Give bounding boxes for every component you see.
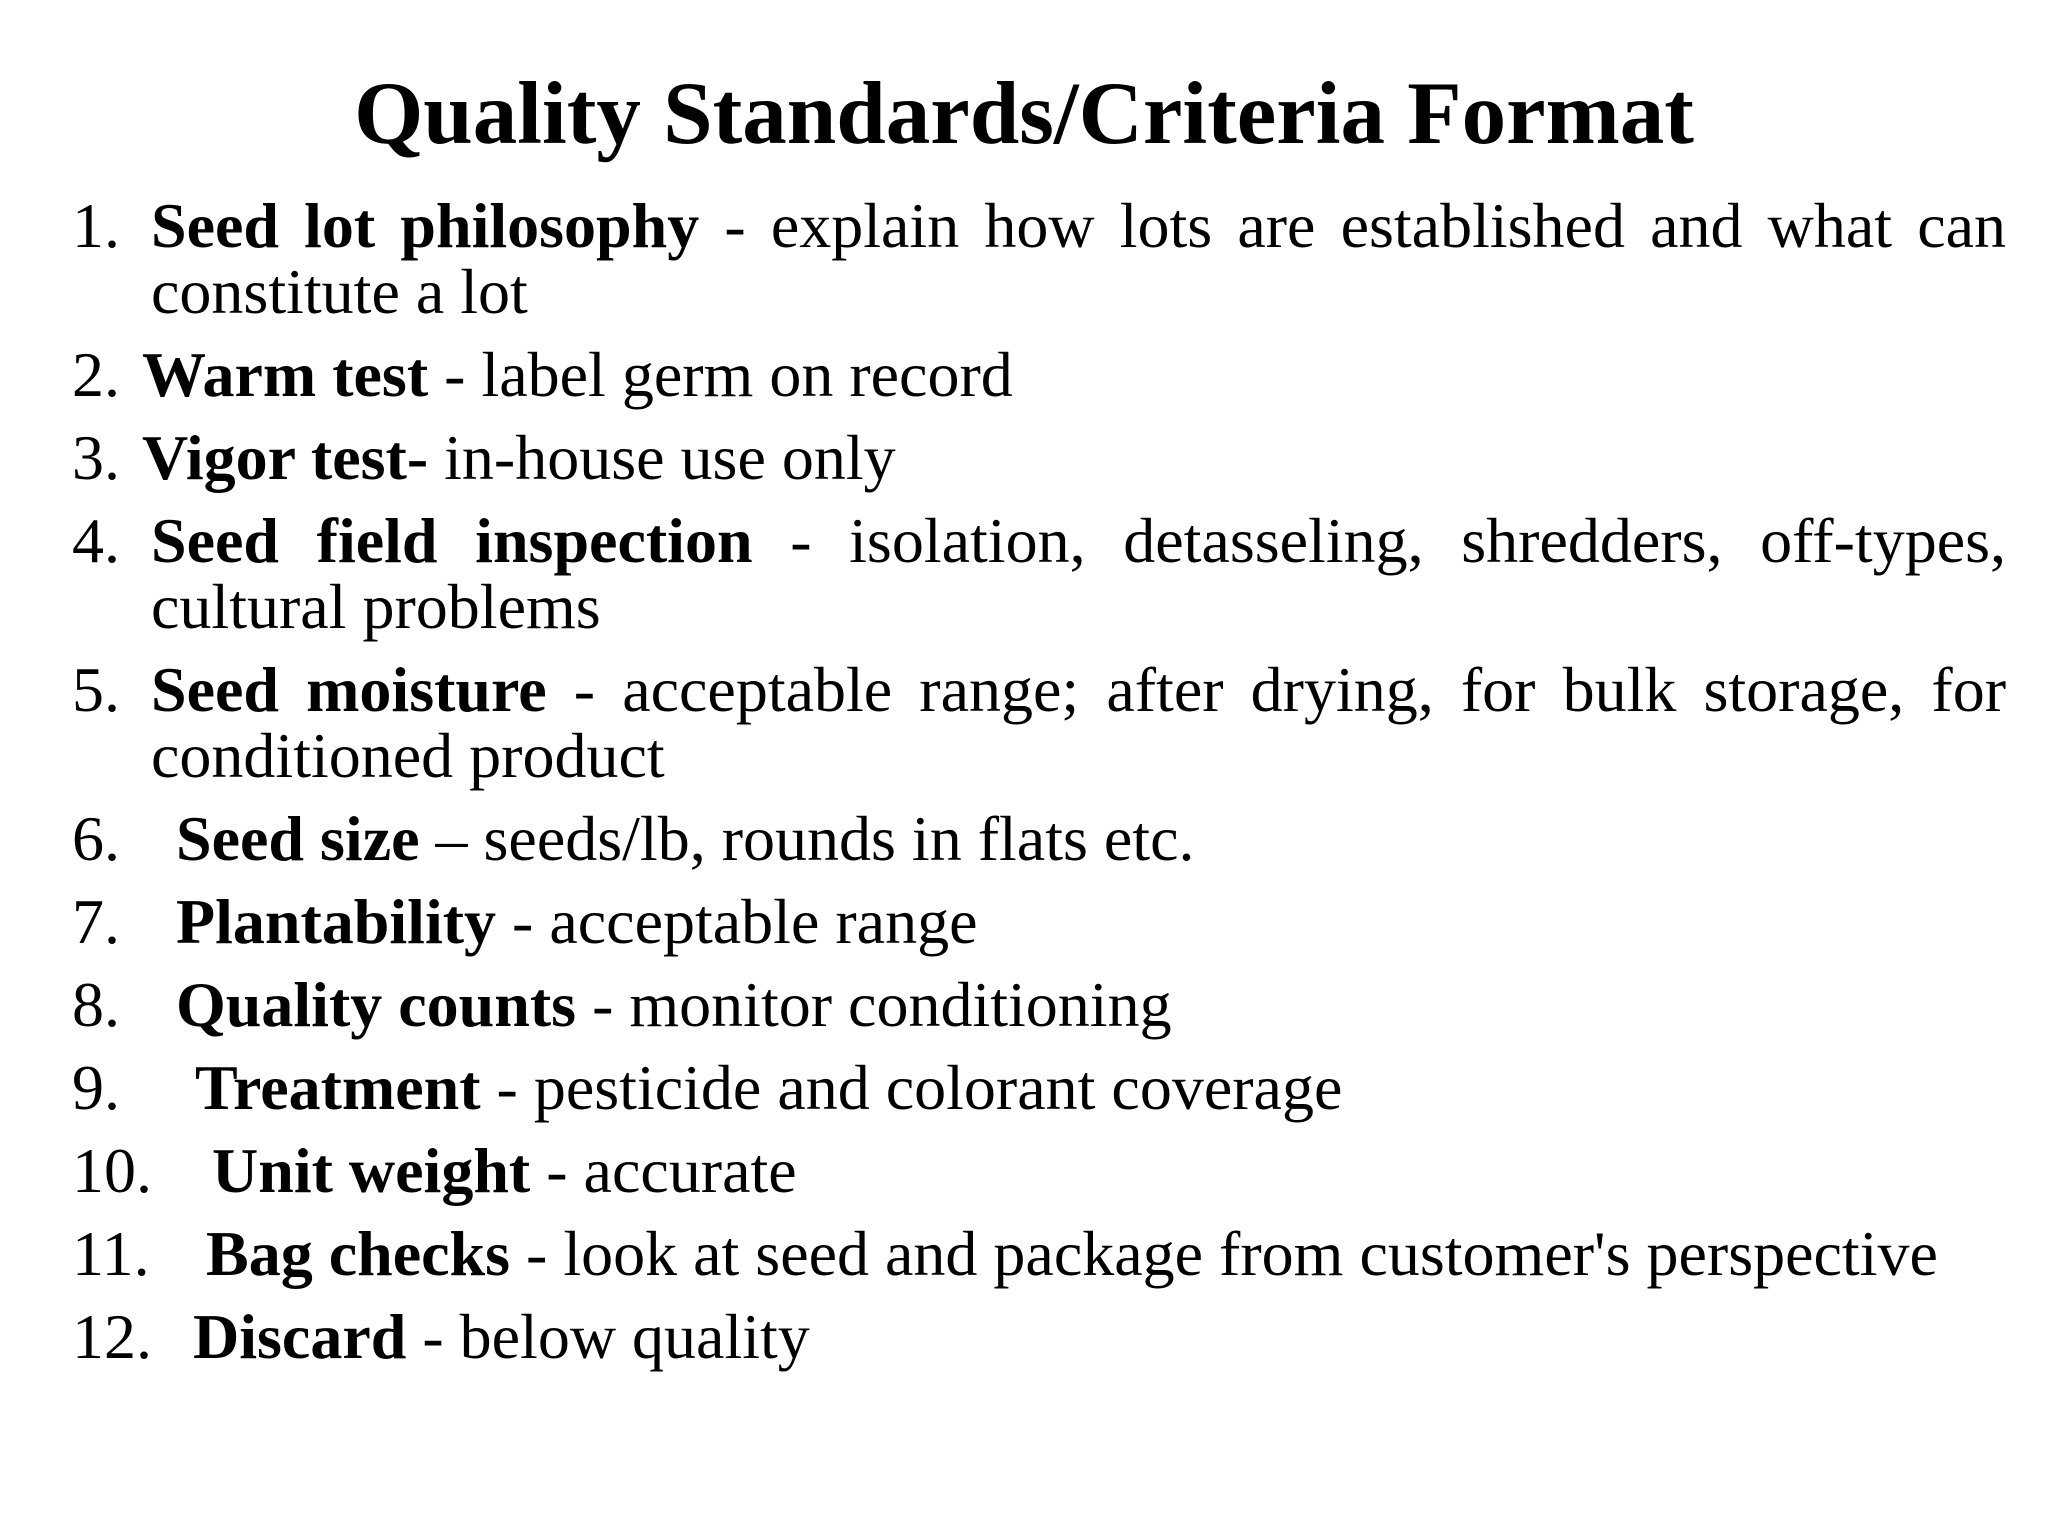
item-number: 10.: [72, 1135, 152, 1206]
item-description: - below quality: [406, 1301, 810, 1372]
item-number: 1.: [72, 190, 120, 261]
item-body: [212, 1135, 2006, 1206]
item-term: Treatment: [195, 1052, 481, 1123]
item-description: - pesticide and colorant coverage: [480, 1052, 1343, 1123]
list-item: [72, 190, 2007, 327]
item-term: Vigor test-: [142, 422, 429, 493]
item-term: Seed field inspection: [151, 505, 753, 576]
list-item: [72, 422, 2006, 493]
item-term: Bag checks: [206, 1218, 510, 1289]
item-term: Plantability: [176, 886, 497, 957]
item-body: [151, 1218, 2006, 1289]
item-number: 9.: [72, 1052, 120, 1123]
item-description: - label germ on record: [428, 339, 1013, 410]
item-description: in-house use only: [428, 422, 896, 493]
item-number: 12.: [72, 1301, 152, 1372]
item-body: [142, 422, 2006, 493]
list-item: [72, 1301, 2006, 1372]
item-number: 5.: [72, 654, 120, 725]
list-item: [72, 969, 2006, 1040]
item-description: - acceptable range; after drying, for bulk storage, for conditioned product: [151, 654, 2007, 791]
item-term: Quality counts: [176, 969, 577, 1040]
criteria-list: [72, 190, 2007, 1372]
item-term: Seed moisture: [151, 654, 547, 725]
list-item: [72, 505, 2007, 642]
item-description: - isolation, detasseling, shredders, off-types, cultural problems: [151, 505, 2007, 642]
item-body: [176, 803, 2006, 874]
item-description: - monitor conditioning: [576, 969, 1172, 1040]
item-body: [193, 1301, 2006, 1372]
item-body: [195, 1052, 2006, 1123]
list-item: [72, 1052, 2006, 1123]
item-term: Discard: [193, 1301, 407, 1372]
item-number: 2.: [72, 339, 120, 410]
item-number: 3.: [72, 422, 120, 493]
list-item: [72, 1218, 2006, 1289]
item-term: Seed lot philosophy: [151, 190, 700, 261]
item-body: [151, 654, 2007, 791]
item-number: 7.: [72, 886, 120, 957]
item-description: – seeds/lb, rounds in flats etc.: [419, 803, 1195, 874]
list-item: [72, 339, 2006, 410]
item-description: - look at seed and package from customer's perspective: [510, 1218, 1938, 1289]
item-term: Warm test: [142, 339, 429, 410]
list-item: [72, 654, 2007, 791]
item-description: - acceptable range: [496, 886, 978, 957]
item-body: [151, 190, 2007, 327]
item-body: [176, 886, 2006, 957]
item-description: - explain how lots are established and what can constitute a lot: [151, 190, 2007, 327]
item-body: [151, 505, 2007, 642]
list-item: [72, 886, 2006, 957]
item-term: Seed size: [176, 803, 420, 874]
item-number: 8.: [72, 969, 120, 1040]
item-number: 6.: [72, 803, 120, 874]
list-item: [72, 1135, 2006, 1206]
list-item: [72, 803, 2006, 874]
item-number: 11.: [72, 1218, 150, 1289]
item-number: 4.: [72, 505, 120, 576]
item-description: - accurate: [530, 1135, 797, 1206]
item-body: [142, 339, 2006, 410]
slide-title: Quality Standards/Criteria Format: [354, 65, 1694, 163]
item-term: Unit weight: [212, 1135, 531, 1206]
item-body: [176, 969, 2006, 1040]
